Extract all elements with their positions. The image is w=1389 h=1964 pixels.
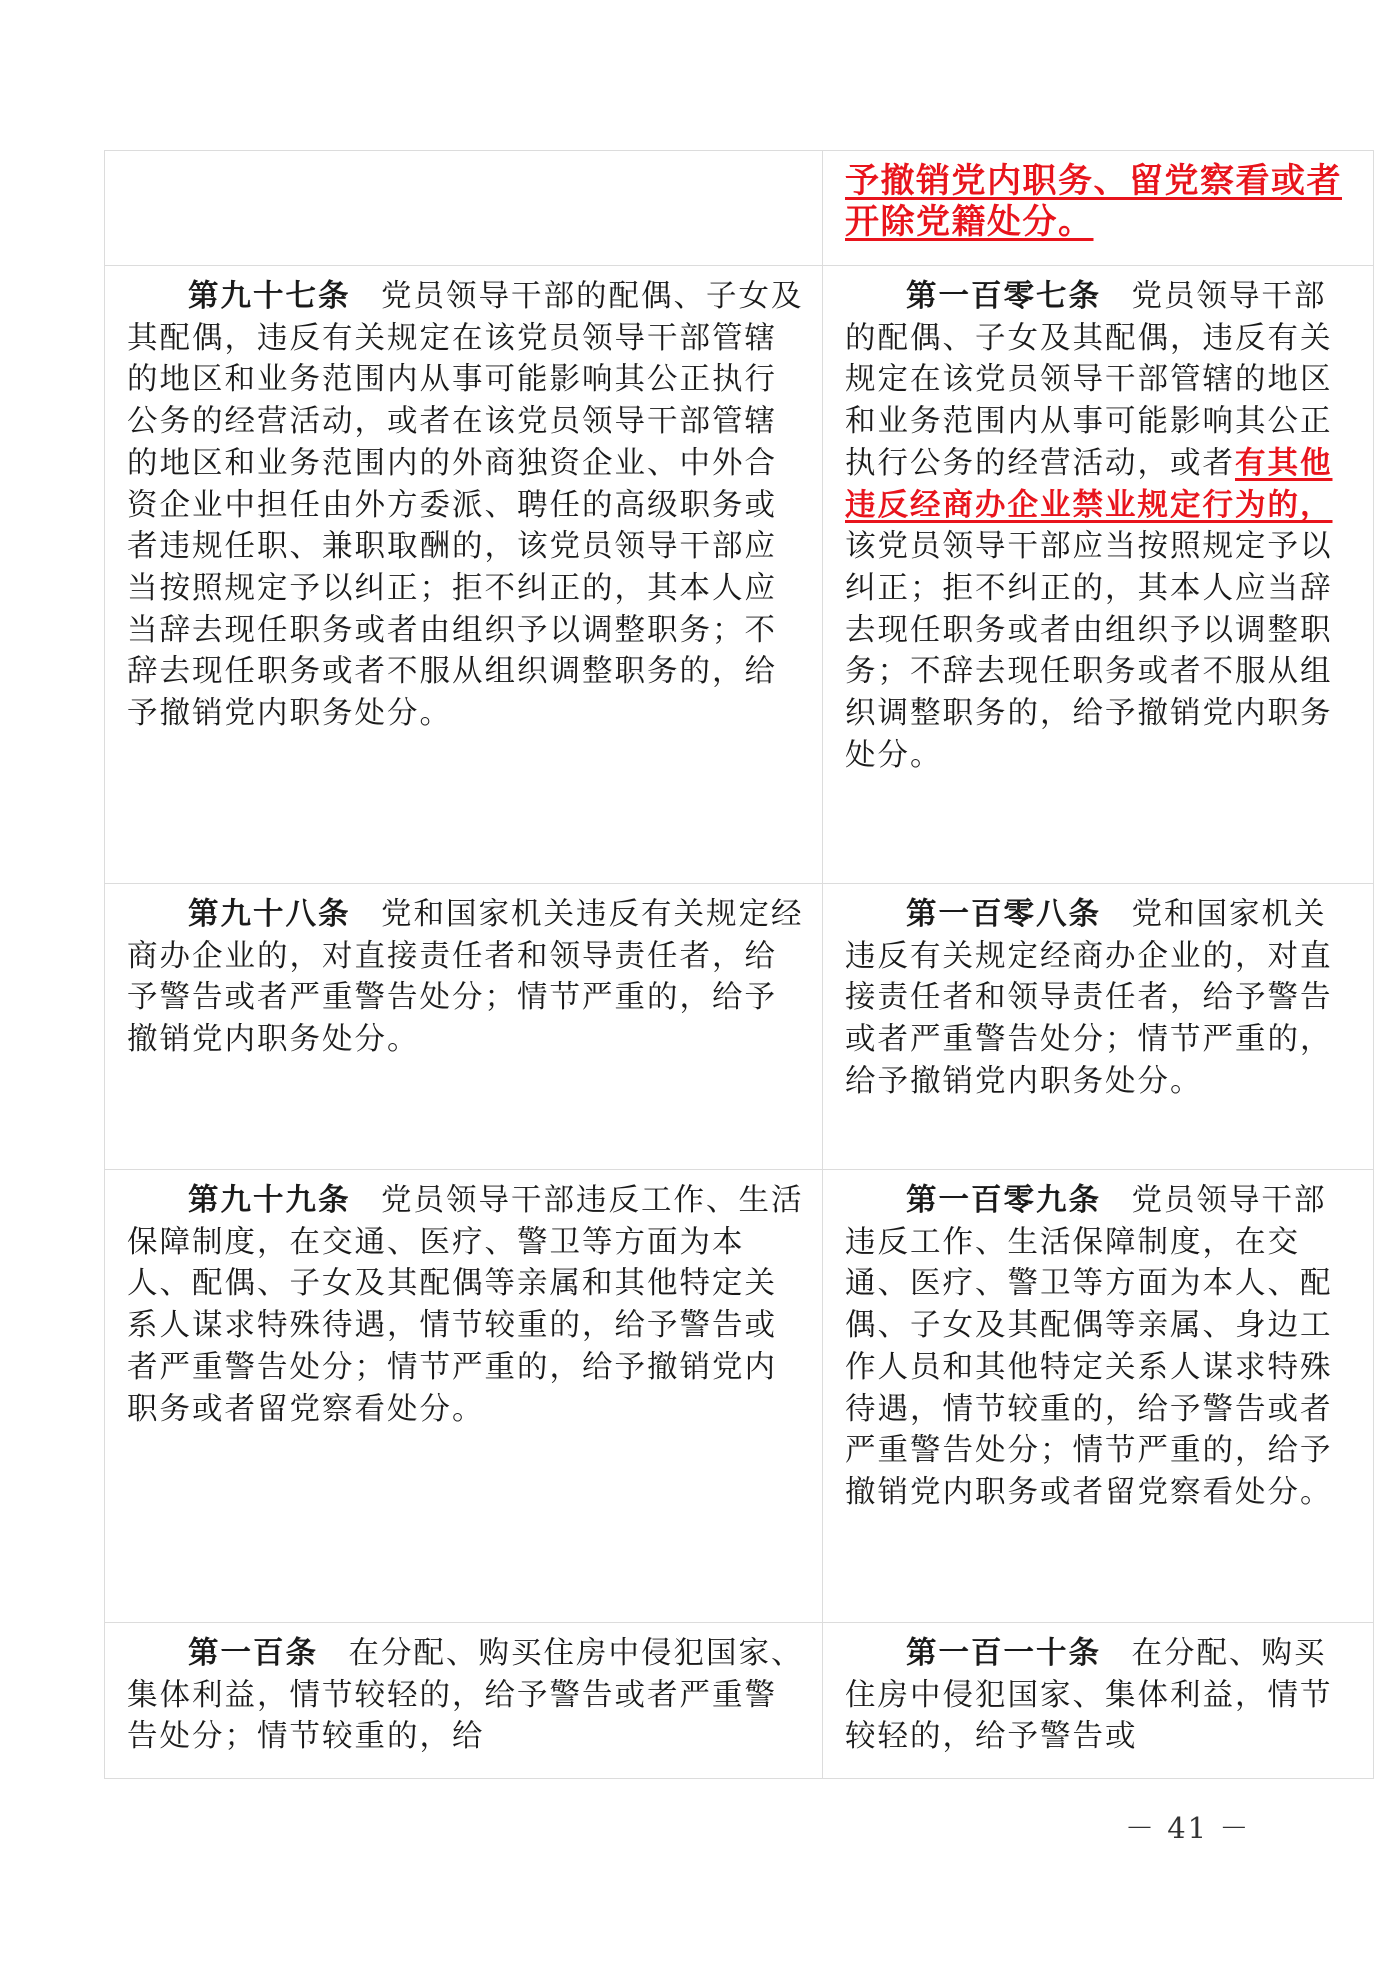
left-cell-article-98	[105, 884, 823, 1170]
left-cell-article-100	[105, 1623, 823, 1779]
table-row	[105, 884, 1374, 1170]
article-number: 第九十八条	[188, 897, 351, 932]
comparison-table	[104, 150, 1374, 1779]
article-text: 党和国家机关违反有关规定经商办企业的，对直接责任者和领导责任者，给予警告或者严重警告处分；情节严重的，给予撤销党内职务处分。	[127, 897, 804, 1058]
right-cell-article-110	[823, 1623, 1374, 1779]
page-number: － 41 －	[1125, 1811, 1251, 1845]
right-cell-article-108	[823, 884, 1374, 1170]
left-cell-empty	[105, 151, 823, 266]
article-text: 党员领导干部的配偶、子女及其配偶，违反有关规定在该党员领导干部管辖的地区和业务范围内从事可能影响其公正执行公务的经营活动，或者在该党员领导干部管辖的地区和业务范围内的外商独资企业、中外合资企业中担任由外方委派、聘任的高级职务或者违规任职、兼职取酬的，该党员领导干部应当按照规定予以纠正；拒不纠正的，其本人应当辞去现任职务或者由组织予以调整职务；不辞去现任职务或者不服从组织调整职务的，给予撤销党内职务处分。	[127, 279, 804, 732]
article-number: 第一百零九条	[906, 1183, 1101, 1218]
table-row	[105, 1623, 1374, 1779]
left-cell-article-97	[105, 266, 823, 884]
article-paragraph	[127, 276, 806, 735]
table-row	[105, 1170, 1374, 1623]
article-paragraph	[127, 1180, 806, 1430]
article-number: 第一百一十条	[906, 1636, 1101, 1671]
article-paragraph	[127, 1633, 806, 1758]
right-cell-article-107	[823, 266, 1374, 884]
table-row	[105, 151, 1374, 266]
table-row	[105, 266, 1374, 884]
right-cell-continuation	[823, 151, 1374, 266]
article-paragraph	[845, 276, 1355, 776]
article-text: 党员领导干部违反工作、生活保障制度，在交通、医疗、警卫等方面为本人、配偶、子女及其配偶等亲属、身边工作人员和其他特定关系人谋求特殊待遇，情节较重的，给予警告或者严重警告处分；情节严重的，给予撤销党内职务或者留党察看处分。	[845, 1183, 1333, 1510]
article-text: 党员领导干部违反工作、生活保障制度，在交通、医疗、警卫等方面为本人、配偶、子女及其配偶等亲属和其他特定关系人谋求特殊待遇，情节较重的，给予警告或者严重警告处分；情节严重的，给予撤销党内职务或者留党察看处分。	[127, 1183, 804, 1427]
left-cell-article-99	[105, 1170, 823, 1623]
article-paragraph	[845, 894, 1355, 1103]
right-cell-article-109	[823, 1170, 1374, 1623]
article-number: 第九十九条	[188, 1183, 351, 1218]
added-text: 予撤销党内职务、留党察看或者开除党籍处分。	[845, 161, 1342, 242]
article-text: 党和国家机关违反有关规定经商办企业的，对直接责任者和领导责任者，给予警告或者严重警告处分；情节严重的，给予撤销党内职务处分。	[845, 897, 1333, 1099]
article-text: 该党员领导干部应当按照规定予以纠正；拒不纠正的，其本人应当辞去现任职务或者由组织予以调整职务；不辞去现任职务或者不服从组织调整职务的，给予撤销党内职务处分。	[845, 529, 1333, 773]
article-number: 第一百条	[188, 1636, 318, 1671]
article-text: 党员领导干部的配偶、子女及其配偶，违反有关规定在该党员领导干部管辖的地区和业务范围内从事可能影响其公正执行公务的经营活动，或者	[845, 279, 1333, 481]
article-text: 在分配、购买住房中侵犯国家、集体利益，情节较轻的，给予警告或者严重警告处分；情节较重的，给	[127, 1636, 804, 1755]
added-text: 有其他违反经商办企业禁业规定行为的，	[845, 445, 1333, 523]
article-number: 第一百零八条	[906, 897, 1101, 932]
article-number: 第九十七条	[188, 279, 351, 314]
article-text: 在分配、购买住房中侵犯国家、集体利益，情节较轻的，给予警告或	[845, 1636, 1333, 1755]
article-paragraph	[845, 1180, 1355, 1514]
article-paragraph	[127, 894, 806, 1061]
article-paragraph	[845, 1633, 1355, 1758]
article-number: 第一百零七条	[906, 279, 1101, 314]
